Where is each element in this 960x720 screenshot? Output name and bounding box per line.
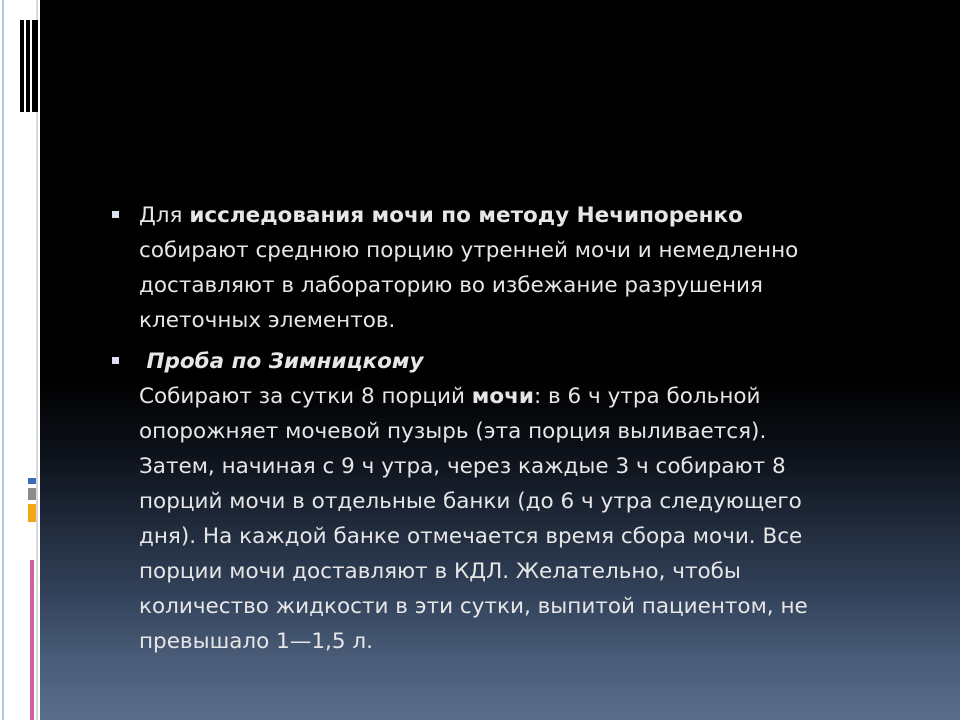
accent-gray-block — [28, 488, 36, 500]
deco-bar-1 — [20, 20, 24, 112]
margin-edge-line — [2, 0, 4, 720]
item2-line8: количество жидкости в эти сутки, выпитой пациентом, не — [139, 594, 808, 619]
accent-orange-block — [28, 504, 36, 522]
deco-bar-3 — [32, 20, 38, 112]
item2-line7: порции мочи доставляют в КДЛ. Желательно, чтобы — [139, 559, 741, 584]
bullet-square-icon — [112, 211, 119, 218]
bullet-item-nechiporenko — [112, 198, 902, 338]
item2-line4: Затем, начиная с 9 ч утра, через каждые 3 ч собирают 8 — [139, 454, 786, 479]
deco-bar-2 — [26, 20, 30, 112]
item1-bold-phrase: исследования мочи по методу Нечипоренко — [189, 203, 743, 228]
item2-line3: опорожняет мочевой пузырь (эта порция выливается). — [139, 419, 767, 444]
item2-line2: Собирают за сутки 8 порций мочи: в 6 ч утра больной — [139, 384, 761, 409]
slide-body — [112, 198, 902, 659]
left-margin-band — [0, 0, 40, 720]
item2-line9: превышало 1—1,5 л. — [139, 629, 373, 654]
item2-bold-word: мочи — [471, 384, 534, 409]
bullet-square-icon — [112, 357, 119, 364]
item2-title: Проба по Зимницкому — [139, 349, 424, 374]
accent-pink-stripe — [30, 560, 34, 720]
item2-line6: дня). На каждой банке отмечается время сбора мочи. Все — [139, 524, 803, 549]
item1-line4: клеточных элементов. — [139, 308, 396, 333]
item2-line5: порций мочи в отдельные банки (до 6 ч утра следующего — [139, 489, 802, 514]
item1-line2: собирают среднюю порцию утренней мочи и немедленно — [139, 238, 799, 263]
item1-line1: Для исследования мочи по методу Нечипоренко — [139, 203, 743, 228]
accent-blue-block — [28, 478, 36, 484]
item1-line3: доставляют в лабораторию во избежание разрушения — [139, 273, 763, 298]
bullet-item-zimnitsky — [112, 344, 902, 659]
